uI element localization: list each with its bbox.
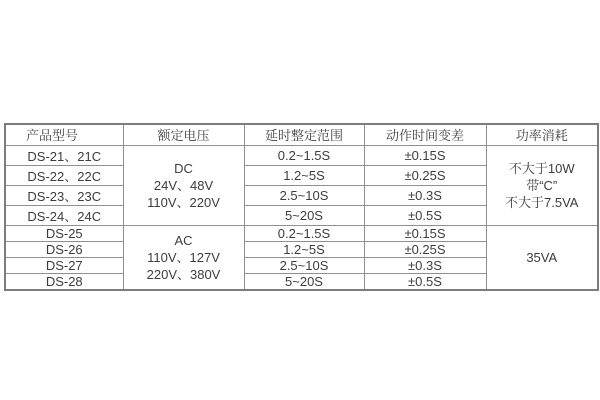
model-cell: DS-24、24C (5, 205, 123, 225)
variation-cell: ±0.5S (364, 205, 486, 225)
text-line: 不大于10W (508, 160, 575, 176)
model-cell: DS-26 (5, 241, 123, 257)
range-cell: 5~20S (244, 273, 364, 290)
col-header-rated-voltage: 额定电压 (123, 124, 244, 145)
text-line: 不大于7.5VA (505, 194, 579, 210)
range-cell: 5~20S (244, 205, 364, 225)
voltage-cell-dc (123, 145, 244, 225)
text-line: 带“C” (526, 177, 558, 193)
voltage-cell-ac (123, 225, 244, 290)
text-line: 220V、380V (146, 266, 221, 282)
range-cell: 1.2~5S (244, 241, 364, 257)
model-cell: DS-22、22C (5, 165, 123, 185)
col-header-product-model: 产品型号 (5, 124, 123, 145)
model-cell: DS-28 (5, 273, 123, 290)
power-cell-ac: 35VA (486, 225, 598, 290)
variation-cell: ±0.25S (364, 241, 486, 257)
variation-cell: ±0.5S (364, 273, 486, 290)
variation-cell: ±0.15S (364, 145, 486, 165)
text-line: 24V、48V (153, 177, 214, 193)
power-cell-dc (486, 145, 598, 225)
table-row (5, 225, 598, 241)
range-cell: 2.5~10S (244, 185, 364, 205)
text-line: DC (174, 160, 193, 176)
relay-spec-table (4, 123, 599, 291)
range-cell: 2.5~10S (244, 257, 364, 273)
range-cell: 0.2~1.5S (244, 145, 364, 165)
variation-cell: ±0.3S (364, 185, 486, 205)
variation-cell: ±0.3S (364, 257, 486, 273)
variation-cell: ±0.25S (364, 165, 486, 185)
text-line: 110V、127V (147, 249, 220, 265)
table-row (5, 145, 598, 165)
range-cell: 1.2~5S (244, 165, 364, 185)
col-header-power-consumption: 功率消耗 (486, 124, 598, 145)
text-line: AC (174, 232, 193, 248)
col-header-delay-setting-range: 延时整定范围 (244, 124, 364, 145)
model-cell: DS-21、21C (5, 145, 123, 165)
model-cell: DS-23、23C (5, 185, 123, 205)
model-cell: DS-25 (5, 225, 123, 241)
model-cell: DS-27 (5, 257, 123, 273)
text-line: 110V、220V (147, 194, 220, 210)
col-header-action-time-variation: 动作时间变差 (364, 124, 486, 145)
header-row (5, 124, 598, 145)
variation-cell: ±0.15S (364, 225, 486, 241)
range-cell: 0.2~1.5S (244, 225, 364, 241)
